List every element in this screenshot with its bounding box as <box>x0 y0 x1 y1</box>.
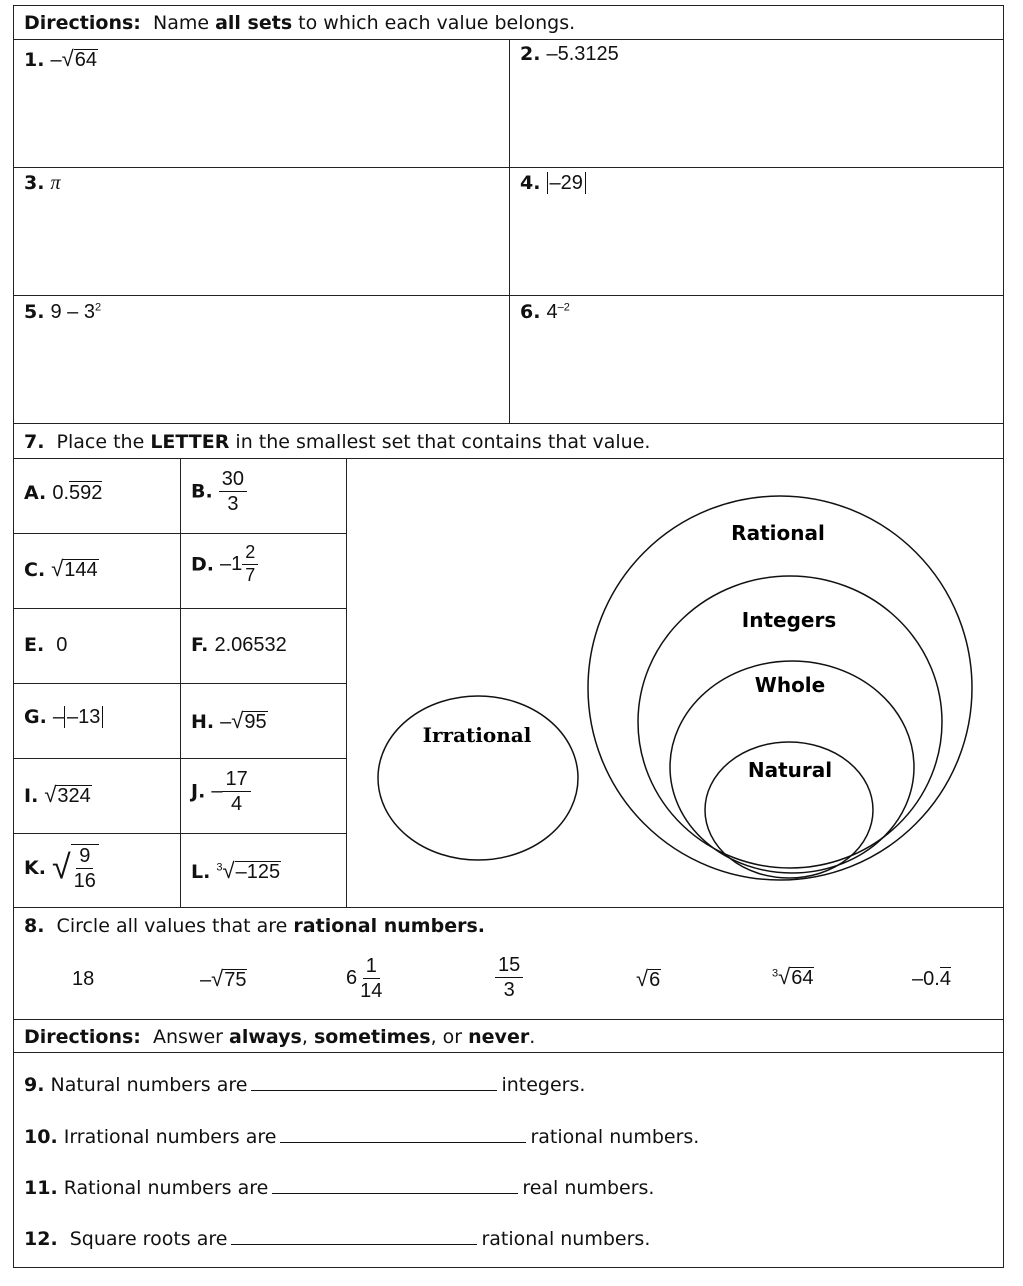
item-e <box>24 634 67 657</box>
question-number: 10. <box>24 1126 58 1148</box>
divider <box>14 423 1003 424</box>
numerator: 1 <box>363 955 380 979</box>
question-number: 6. <box>520 301 541 323</box>
answer-blank[interactable] <box>231 1228 477 1245</box>
question-number: 11. <box>24 1177 58 1199</box>
exponent: 2 <box>94 301 102 314</box>
integers-label: Integers <box>741 608 837 632</box>
question-text: Circle all values that are <box>56 915 294 937</box>
question-9 <box>24 1074 585 1096</box>
radicand: 75 <box>224 969 247 991</box>
item-label: L. <box>191 861 211 883</box>
irrational-label: Irrational <box>422 723 532 747</box>
value: 9 – 3 <box>50 301 95 323</box>
value: –29 <box>547 172 586 194</box>
item-j <box>191 768 251 815</box>
value: π <box>50 172 61 194</box>
item-c: C. √144 <box>24 556 98 581</box>
item-label: G. <box>24 706 47 728</box>
worksheet <box>13 5 1004 1268</box>
question-number: 12. <box>24 1228 58 1250</box>
numerator: 17 <box>222 768 250 792</box>
rational-label: Rational <box>731 521 825 545</box>
item-k: K. √ $\frac{9}{16}$ <box>24 844 99 892</box>
question-11 <box>24 1177 654 1199</box>
radicand: –125 <box>235 861 281 883</box>
question-text: Square roots are <box>57 1228 228 1250</box>
sign: – <box>52 706 64 728</box>
denominator: 3 <box>503 979 515 1001</box>
root-index: 3 <box>216 861 223 874</box>
question-2 <box>520 43 619 66</box>
repeating-digits: 4 <box>939 968 951 990</box>
value: 0 <box>56 634 68 656</box>
radicand: 6 <box>649 969 661 991</box>
q8-value-6[interactable]: $^3$√64 <box>772 964 814 989</box>
answer-blank[interactable] <box>251 1074 497 1091</box>
question-text: real numbers. <box>522 1177 655 1199</box>
item-label: F. <box>191 634 209 656</box>
directions-line <box>24 12 575 34</box>
numerator: 15 <box>495 954 523 978</box>
q8-value-1[interactable] <box>72 968 94 991</box>
item-label: J. <box>191 780 206 803</box>
question-10 <box>24 1126 699 1148</box>
divider <box>14 1052 1003 1053</box>
item-label: K. <box>24 857 46 879</box>
item-h: H. –√95 <box>191 708 267 733</box>
question-number: 1. <box>24 49 45 71</box>
answer-blank[interactable] <box>272 1177 518 1194</box>
irrational-set <box>378 696 578 860</box>
venn-diagram <box>347 459 1007 907</box>
answer-blank[interactable] <box>280 1126 526 1143</box>
question-text: Rational numbers are <box>57 1177 269 1199</box>
question-number: 3. <box>24 172 45 194</box>
exponent: –2 <box>557 301 570 314</box>
question-text: Natural numbers are <box>44 1074 248 1096</box>
divider <box>180 458 181 907</box>
question-5 <box>24 301 101 324</box>
item-label: C. <box>24 559 46 581</box>
q8-value-5[interactable]: √6 <box>636 966 661 991</box>
item-g <box>24 706 103 729</box>
denominator: 3 <box>227 493 239 515</box>
question-number: 7. <box>24 431 45 453</box>
item-label: A. <box>24 482 47 504</box>
question-number: 5. <box>24 301 45 323</box>
item-label: B. <box>191 480 213 503</box>
question-number: 9. <box>24 1074 45 1096</box>
radicand: 95 <box>244 711 267 733</box>
question-bold: rational numbers. <box>293 915 485 937</box>
whole-part: –1 <box>220 552 243 575</box>
item-f <box>191 634 287 657</box>
item-d <box>191 543 258 586</box>
directions-prefix: Directions: <box>24 1026 141 1048</box>
denominator: 16 <box>73 870 96 892</box>
denominator: 7 <box>245 564 256 585</box>
question-number: 4. <box>520 172 541 194</box>
item-b <box>191 468 247 515</box>
q8-value-7[interactable] <box>912 968 951 991</box>
sign: – <box>211 780 223 802</box>
whole-part: 6 <box>346 967 358 989</box>
numerator: 2 <box>242 543 258 565</box>
directions-text: to which each value belongs. <box>292 12 576 34</box>
question-text: integers. <box>501 1074 586 1096</box>
question-text: Irrational numbers are <box>57 1126 277 1148</box>
question-12 <box>24 1228 650 1250</box>
question-8 <box>24 915 485 937</box>
value: 4 <box>546 301 558 323</box>
directions-prefix: Directions: <box>24 12 141 34</box>
sign: – <box>200 969 212 991</box>
radicand: 324 <box>57 785 91 807</box>
question-7 <box>24 431 650 453</box>
value: 2.06532 <box>214 634 287 656</box>
divider <box>14 1019 1003 1020</box>
directions-text: Name <box>152 12 216 34</box>
directions-bold: sometimes <box>313 1026 431 1048</box>
directions-text: . <box>529 1026 536 1048</box>
radicand: 64 <box>791 967 814 989</box>
question-text: rational numbers. <box>481 1228 651 1250</box>
directions-line-2 <box>24 1026 535 1048</box>
value: –0. <box>912 968 940 990</box>
item-label: D. <box>191 553 214 576</box>
item-i: I. √324 <box>24 782 91 807</box>
directions-text: Answer <box>152 1026 230 1048</box>
directions-bold: always <box>229 1026 302 1048</box>
directions-bold: never <box>468 1026 530 1048</box>
question-number: 8. <box>24 915 45 937</box>
question-text: Place the <box>56 431 151 453</box>
question-text: rational numbers. <box>530 1126 700 1148</box>
value: 18 <box>72 968 95 990</box>
q8-value-3[interactable] <box>346 955 385 1002</box>
value: 0. <box>52 482 70 504</box>
divider <box>14 907 1003 908</box>
question-number: 2. <box>520 43 541 65</box>
sign: – <box>220 711 232 733</box>
value: –5.3125 <box>546 43 619 65</box>
question-1: 1. –√64 <box>24 46 97 71</box>
radicand: 64 <box>74 49 97 71</box>
whole-label: Whole <box>754 673 826 697</box>
numerator: 9 <box>76 845 93 869</box>
item-label: E. <box>24 634 45 656</box>
item-a <box>24 482 102 505</box>
directions-bold: all sets <box>215 12 293 34</box>
natural-label: Natural <box>747 758 833 782</box>
denominator: 4 <box>231 793 243 815</box>
numerator: 30 <box>219 468 247 492</box>
question-text: in the smallest set that contains that value. <box>229 431 651 453</box>
radicand: 144 <box>64 559 98 581</box>
sign: – <box>50 49 62 71</box>
denominator: 14 <box>360 980 383 1002</box>
directions-text: , or <box>430 1026 469 1048</box>
question-bold: LETTER <box>150 431 230 453</box>
question-3 <box>24 172 61 195</box>
question-6 <box>520 301 570 324</box>
repeating-digits: 592 <box>69 482 103 504</box>
item-l: L. $^3$√–125 <box>191 858 281 883</box>
item-label: H. <box>191 711 215 733</box>
divider <box>509 39 510 423</box>
item-label: I. <box>24 785 39 807</box>
q8-value-2[interactable]: –√75 <box>200 966 247 991</box>
value: –13 <box>64 706 103 728</box>
root-index: 3 <box>772 967 779 980</box>
directions-text: , <box>301 1026 314 1048</box>
q8-value-4[interactable] <box>495 954 523 1001</box>
question-4 <box>520 172 586 195</box>
